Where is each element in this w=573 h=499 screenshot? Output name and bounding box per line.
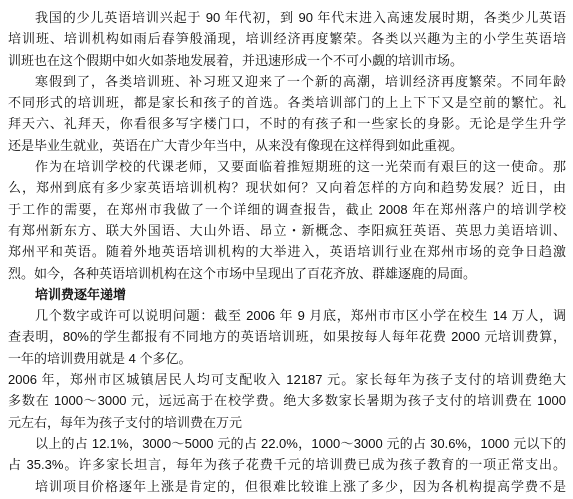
text-line: 于工作的需要，在郑州市我做了一个详细的调查报告，截止 2008 年在郑州落户的培训学校 bbox=[8, 201, 566, 217]
text-line: 拜天六、礼拜天，你看很多写字楼门口，不时的有孩子和一些家长的身影。无论是学生升学 bbox=[8, 116, 566, 132]
text-line: 几个数字或许可以说明问题：截至 2006 年 9 月底，郑州市市区小学在校生 14 万人，调 bbox=[35, 308, 566, 324]
paragraph bbox=[8, 369, 566, 433]
text-line: 寒假到了，各类培训班、补习班又迎来了一个新的高潮，培训经济再度繁荣。不同年龄 bbox=[35, 73, 566, 89]
text-line: 2006 年，郑州市区城镇居民人均可支配收入 12187 元。家长每年为孩子支付的培训费绝大 bbox=[8, 372, 566, 388]
document-body bbox=[8, 7, 566, 497]
text-line: 郑州平和英语。随着外地英语培训机构的大举进入，英语培训行业在郑州市场的竞争日趋激 bbox=[8, 244, 566, 260]
paragraph bbox=[8, 476, 566, 497]
paragraph bbox=[8, 7, 566, 71]
paragraph bbox=[8, 305, 566, 369]
text-line: 么，郑州到底有多少家英语培训机构？现状如何？又向着怎样的方向和趋势发展？近日，由 bbox=[8, 180, 566, 196]
text-line: 培训项目价格逐年上涨是肯定的，但很难比较谁上涨了多少，因为各机构提高学费不是 bbox=[35, 478, 566, 494]
text-line: 有郑州新东方、联大外国语、大山外语、昂立・新概念、李阳疯狂英语、英思力美语培训、 bbox=[8, 222, 566, 238]
text-line: 烈。如今，各种英语培训机构在这个市场中呈现出了百花齐放、群雄逐鹿的局面。 bbox=[8, 265, 477, 281]
text-line: 查表明，80%的学生都报有不同地方的英语培训班，如果按每人每年花费 2000 元培训费算， bbox=[8, 329, 566, 345]
text-line: 一年的培训费用就是 4 个多亿。 bbox=[8, 350, 192, 366]
text-line: 我国的少儿英语培训兴起于 90 年代初，到 90 年代末进入高速发展时期，各类少儿英语 bbox=[35, 10, 566, 25]
text-line: 训班也在这个假期中如火如荼地发展着，并迅速形成一个不可小觑的培训市场。 bbox=[8, 52, 464, 68]
text-line: 作为在培训学校的代课老师，又要面临着推短期班的这一光荣而有艰巨的这一使命。那 bbox=[35, 159, 566, 175]
text-line: 占 35.3%。许多家长坦言，每年为孩子花费千元的培训费已成为孩子教育的一项正常支出。 bbox=[8, 457, 566, 473]
text-line: 元左右，每年为孩子支付的培训费在万元 bbox=[8, 414, 243, 430]
text-line: 多数在 1000～3000 元，远远高于在校学费。绝大多数家长暑期为孩子支付的培训费在 1000 bbox=[8, 393, 566, 409]
text-line: 培训班、培训机构如雨后春笋般涌现，培训经济再度繁荣。各类以兴趣为主的小学生英语培 bbox=[8, 31, 566, 47]
text-line: 以上的占 12.1%，3000～5000 元的占 22.0%，1000～3000 元的占 30.6%，1000 元以下的 bbox=[35, 435, 566, 451]
paragraph bbox=[8, 71, 566, 156]
paragraph bbox=[8, 433, 566, 476]
section-heading: 培训费逐年递增 bbox=[35, 286, 127, 302]
paragraph bbox=[8, 156, 566, 284]
text-line: 还是毕业生就业，英语在广大青少年当中，从来没有像现在这样得到如此重视。 bbox=[8, 137, 464, 153]
text-line: 不同形式的培训班，都是家长和孩子的首选。各类培训部门的上上下下又是空前的繁忙。礼 bbox=[8, 95, 566, 111]
